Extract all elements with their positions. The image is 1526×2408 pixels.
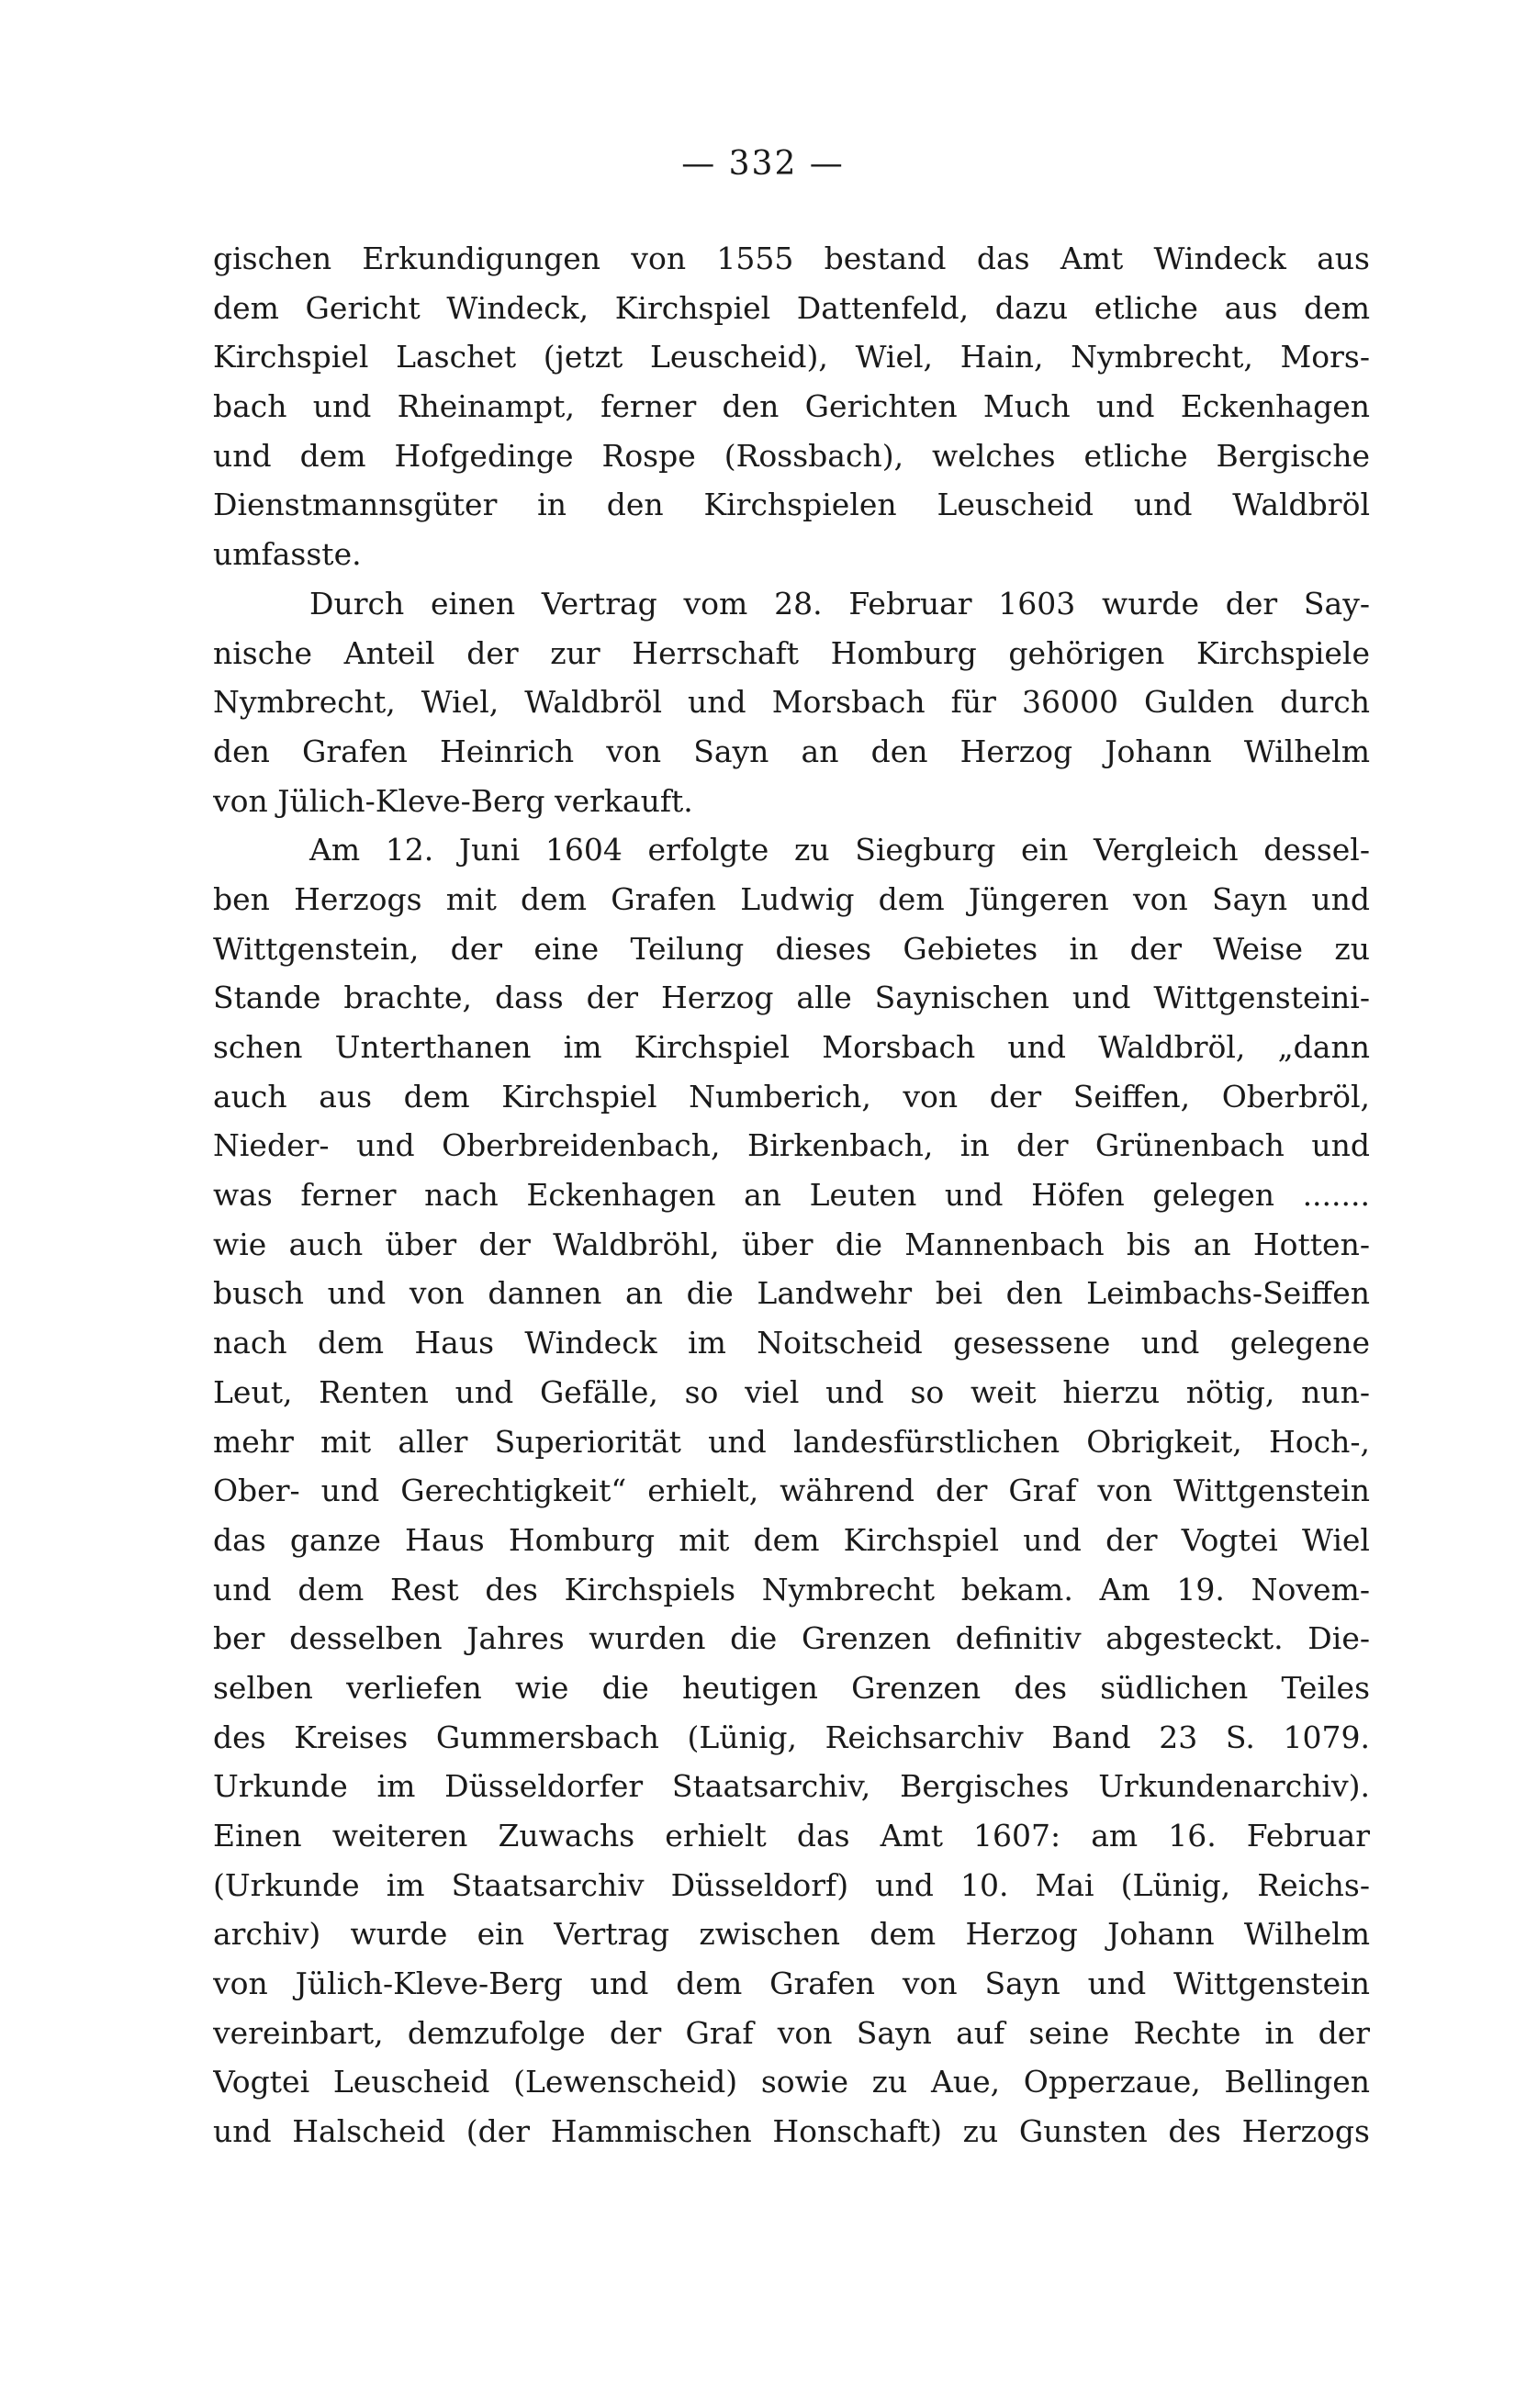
text-line: nach dem Haus Windeck im Noitscheid gesessene und gelegene [213, 1325, 1370, 1361]
text-line: ben Herzogs mit dem Grafen Ludwig dem Jüngeren von Sayn und [213, 880, 1370, 917]
paragraph-3 [213, 825, 1370, 2156]
text-line: Durch einen Vertrag vom 28. Februar 1603 wurde der Say- [309, 585, 1370, 622]
text-line: (Urkunde im Staatsarchiv Düsseldorf) und 10. Mai (Lünig, Reichs- [213, 1866, 1370, 1903]
page-number: — 332 — [681, 145, 845, 183]
text-line: Vogtei Leuscheid (Lewenscheid) sowie zu Aue, Opperzaue, Bellingen [213, 2064, 1370, 2100]
text-line: und dem Rest des Kirchspiels Nymbrecht bekam. Am 19. Novem- [213, 1571, 1370, 1607]
text-line: den Grafen Heinrich von Sayn an den Herzog Johann Wilhelm [213, 733, 1370, 769]
text-line: archiv) wurde ein Vertrag zwischen dem Herzog Johann Wilhelm [213, 1916, 1370, 1953]
text-line: von Jülich-Kleve-Berg und dem Grafen von Sayn und Wittgenstein [213, 1966, 1370, 2002]
paragraph-1 [213, 234, 1370, 579]
text-line: umfasste. [213, 536, 362, 573]
text-line: Ober- und Gerechtigkeit“ erhielt, während der Graf von Wittgenstein [213, 1473, 1370, 1509]
text-line: Urkunde im Düsseldorfer Staatsarchiv, Bergisches Urkundenarchiv). [213, 1768, 1370, 1805]
text-line: Dienstmannsgüter in den Kirchspielen Leuscheid und Waldbröl [213, 487, 1370, 523]
text-line: bach und Rheinampt, ferner den Gerichten Much und Eckenhagen [213, 388, 1370, 425]
text-line: ber desselben Jahres wurden die Grenzen definitiv abgesteckt. Die- [213, 1620, 1370, 1657]
text-line: selben verliefen wie die heutigen Grenzen des südlichen Teiles [213, 1669, 1370, 1706]
text-line: was ferner nach Eckenhagen an Leuten und Höfen gelegen ....... [213, 1177, 1370, 1214]
text-line: Wittgenstein, der eine Teilung dieses Gebietes in der Weise zu [213, 930, 1370, 967]
text-line: und Halscheid (der Hammischen Honschaft) zu Gunsten des Herzogs [213, 2113, 1370, 2150]
body-text [213, 234, 1370, 2156]
text-line: Nymbrecht, Wiel, Waldbröl und Morsbach für 36000 Gulden durch [213, 684, 1370, 721]
text-line: und dem Hofgedinge Rospe (Rossbach), welches etliche Bergische [213, 437, 1370, 474]
text-line: Nieder- und Oberbreidenbach, Birkenbach, in der Grünenbach und [213, 1127, 1370, 1164]
paragraph-2 [213, 579, 1370, 825]
text-line: Kirchspiel Laschet (jetzt Leuscheid), Wiel, Hain, Nymbrecht, Mors- [213, 339, 1370, 375]
text-line: das ganze Haus Homburg mit dem Kirchspiel und der Vogtei Wiel [213, 1521, 1370, 1558]
text-line: Einen weiteren Zuwachs erhielt das Amt 1607: am 16. Februar [213, 1818, 1370, 1854]
text-line: nische Anteil der zur Herrschaft Homburg gehörigen Kirchspiele [213, 634, 1370, 671]
text-line: von Jülich-Kleve-Berg verkauft. [213, 782, 693, 819]
text-line: mehr mit aller Superiorität und landesfürstlichen Obrigkeit, Hoch-, [213, 1423, 1370, 1460]
text-line: busch und von dannen an die Landwehr bei den Leimbachs-Seiffen [213, 1275, 1370, 1312]
text-line: des Kreises Gummersbach (Lünig, Reichsarchiv Band 23 S. 1079. [213, 1719, 1370, 1755]
text-line: Leut, Renten und Gefälle, so viel und so weit hierzu nötig, nun- [213, 1373, 1370, 1410]
text-line: dem Gericht Windeck, Kirchspiel Dattenfeld, dazu etliche aus dem [213, 289, 1370, 326]
text-line: wie auch über der Waldbröhl, über die Mannenbach bis an Hotten- [213, 1226, 1370, 1262]
text-line: Am 12. Juni 1604 erfolgte zu Siegburg ein Vergleich dessel- [309, 832, 1370, 868]
text-line: gischen Erkundigungen von 1555 bestand das Amt Windeck aus [213, 241, 1370, 276]
text-line: vereinbart, demzufolge der Graf von Sayn auf seine Rechte in der [213, 2014, 1370, 2051]
text-line: Stande brachte, dass der Herzog alle Saynischen und Wittgensteini- [213, 980, 1370, 1016]
text-line: schen Unterthanen im Kirchspiel Morsbach und Waldbröl, „dann [213, 1029, 1370, 1065]
text-line: auch aus dem Kirchspiel Numberich, von der Seiffen, Oberbröl, [213, 1078, 1370, 1114]
